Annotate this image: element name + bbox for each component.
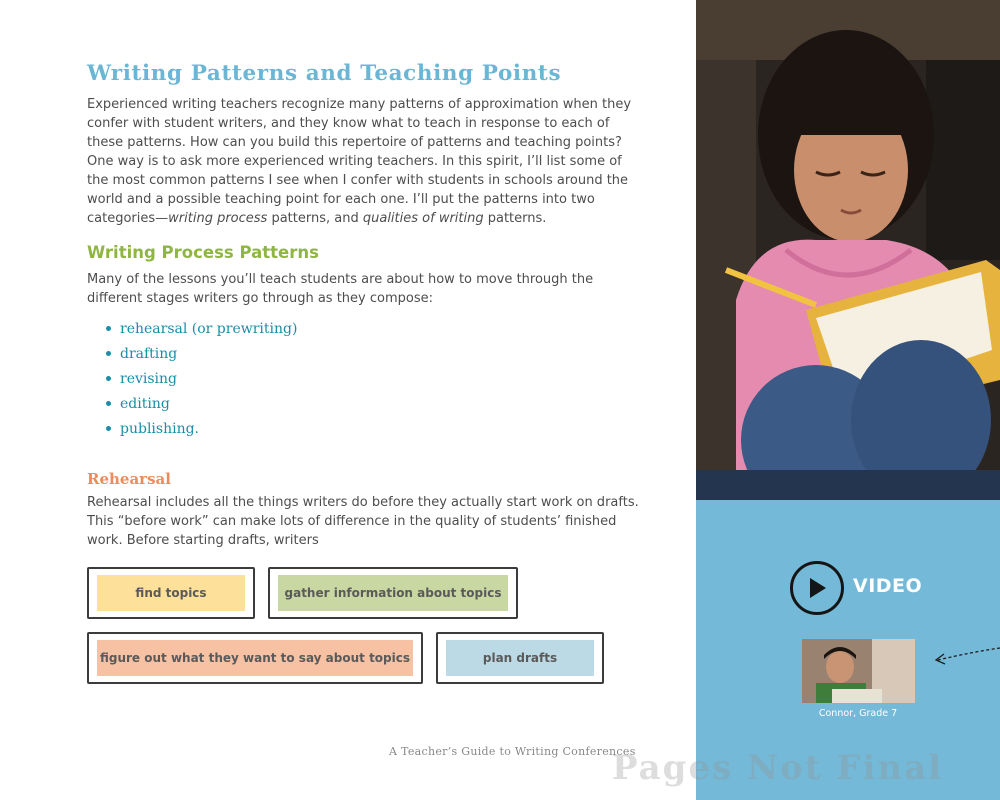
list-item [106, 366, 297, 391]
page-title: Writing Patterns and Teaching Points [87, 61, 562, 86]
list-item-label: editing [120, 395, 170, 412]
video-thumbnail-image [802, 639, 915, 703]
rehearsal-heading: Rehearsal [87, 470, 171, 488]
intro-text-mid: patterns, and [267, 211, 363, 226]
intro-paragraph [87, 95, 647, 228]
stage-list [106, 316, 297, 441]
intro-emphasis-process: writing process [168, 211, 268, 226]
intro-text-end: patterns. [483, 211, 547, 226]
bullet-icon [106, 326, 111, 331]
activity-label: gather information about topics [278, 575, 508, 611]
dashed-arrow-icon [932, 640, 1000, 668]
list-item [106, 341, 297, 366]
running-footer: A Teacher’s Guide to Writing Conferences [389, 745, 636, 758]
list-item [106, 416, 297, 441]
bullet-icon [106, 351, 111, 356]
video-label[interactable]: VIDEO [853, 575, 923, 597]
video-play-button[interactable] [790, 561, 844, 615]
section-subhead: Writing Process Patterns [87, 243, 319, 262]
bullet-icon [106, 426, 111, 431]
student-photo [696, 0, 1000, 500]
activity-box-gather-information [268, 567, 518, 619]
play-icon [806, 576, 828, 600]
list-item-label: rehearsal (or prewriting) [120, 320, 298, 337]
list-item-label: drafting [120, 345, 178, 362]
activity-box-plan-drafts [436, 632, 604, 684]
intro-emphasis-qualities: qualities of writing [362, 211, 484, 226]
watermark: Pages Not Final [612, 748, 944, 788]
process-paragraph: Many of the lessons you’ll teach students are about how to move through the different stages writers go through as they compose: [87, 272, 594, 306]
bullet-icon [106, 376, 111, 381]
list-item [106, 391, 297, 416]
list-item-label: revising [120, 370, 178, 387]
activity-label: figure out what they want to say about topics [97, 640, 413, 676]
activity-label: plan drafts [446, 640, 594, 676]
thumbnail-caption: Connor, Grade 7 [818, 708, 898, 719]
list-item [106, 316, 297, 341]
activity-box-figure-out [87, 632, 423, 684]
bullet-icon [106, 401, 111, 406]
activity-label: find topics [97, 575, 245, 611]
activity-box-find-topics [87, 567, 255, 619]
rehearsal-paragraph: Rehearsal includes all the things writers do before they actually start work on drafts. This “before work” can make lots of difference in the quality of students’ finished work. Before starting drafts, writers [87, 495, 639, 548]
intro-text: Experienced writing teachers recognize many patterns of approximation when they confer with student writers, and they know what to teach in response to each of these patterns. How can you build this repertoire of patterns and teaching points? One way is to ask more experienced writing teachers. In this spirit, I’ll list some of the most common patterns I see when I confer with students in schools around the world and a possible teaching point for each one. I’ll put the patterns into two categories— [87, 97, 632, 226]
list-item-label: publishing. [120, 420, 200, 437]
video-thumbnail[interactable] [802, 639, 915, 703]
student-photo-illustration [696, 0, 1000, 500]
